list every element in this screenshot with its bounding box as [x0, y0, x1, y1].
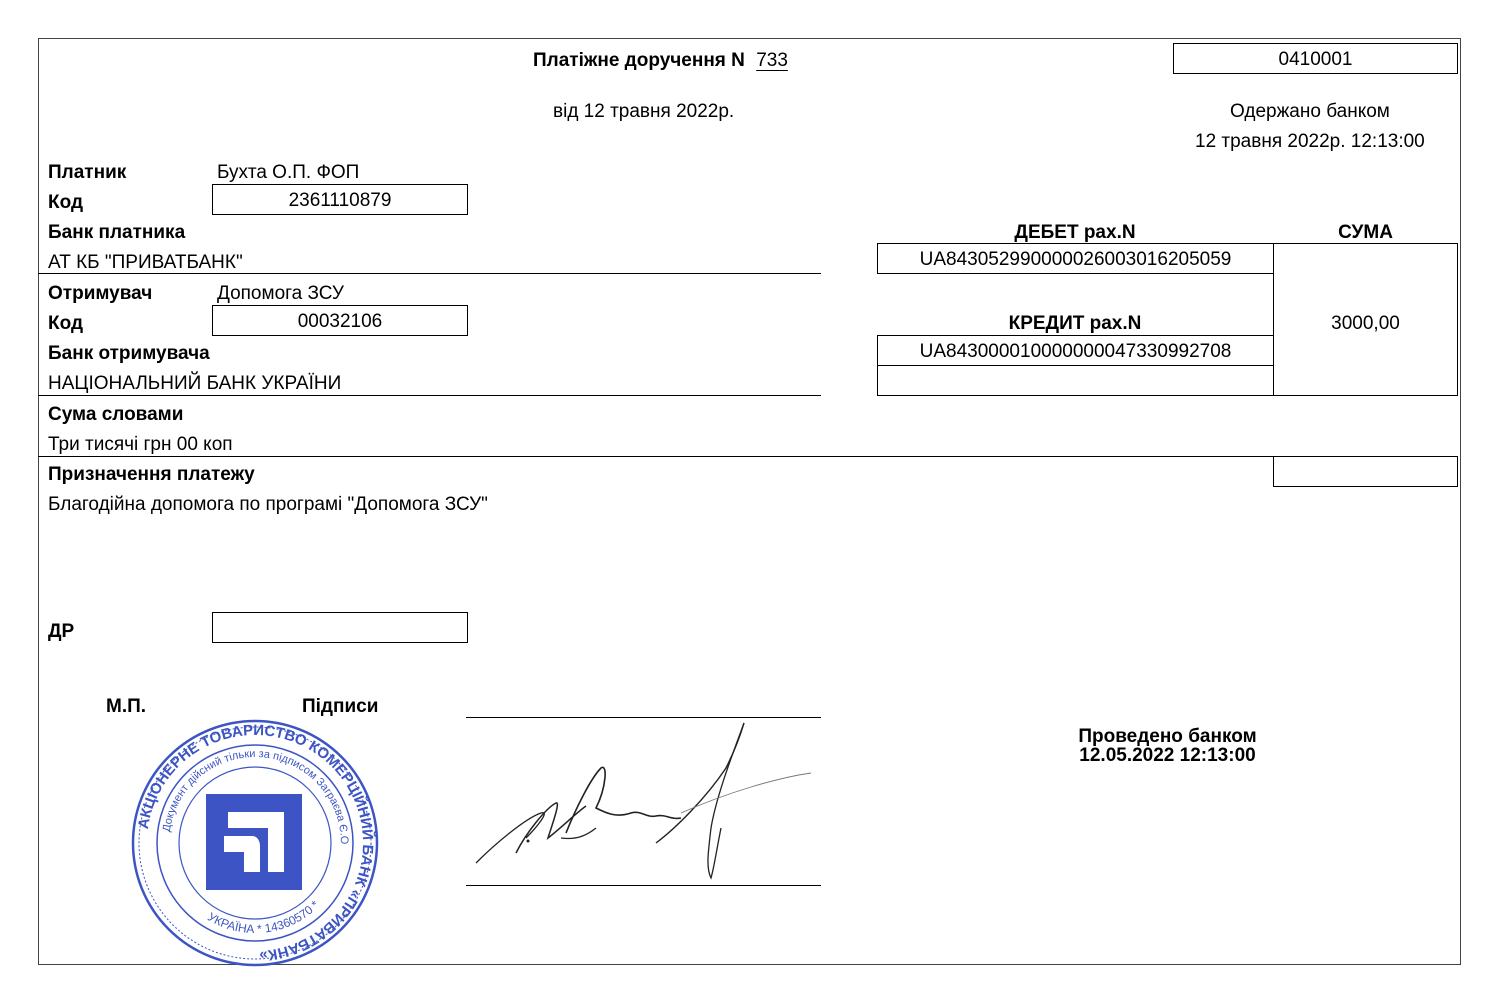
credit-label: КРЕДИТ рах.N	[1008, 313, 1142, 334]
debit-account-box	[877, 243, 1274, 274]
payer-bank-divider	[38, 273, 821, 274]
dr-box	[212, 612, 468, 643]
recipient-bank: НАЦІОНАЛЬНИЙ БАНК УКРАЇНИ	[48, 373, 342, 394]
sum-value: 3000,00	[1331, 313, 1400, 334]
title-label: Платіжне доручення N	[533, 50, 745, 71]
recipient-label: Отримувач	[48, 283, 153, 304]
form-code-box	[1173, 43, 1458, 74]
recipient-bank-divider	[38, 395, 821, 396]
signature-line-bottom	[466, 885, 821, 886]
recipient-code: 00032106	[297, 311, 383, 332]
sum-label: СУМА	[1338, 222, 1393, 243]
stamp-inner-text: Документ дійсний тільки за підписом Заграєва Є.О	[160, 747, 351, 845]
form-code: 0410001	[1278, 49, 1353, 70]
amount-words-divider	[38, 456, 1273, 457]
bank-stamp	[128, 716, 382, 970]
purpose-label: Призначення платежу	[48, 464, 255, 485]
bank-processed-label: Проведено банком	[1078, 726, 1257, 747]
payer-code: 2361110879	[288, 190, 392, 211]
document-date: від 12 травня 2022р.	[553, 101, 735, 122]
recipient-bank-label: Банк отримувача	[48, 343, 210, 364]
recipient-code-label: Код	[48, 313, 84, 334]
dr-label: ДР	[48, 621, 75, 642]
payer-code-label: Код	[48, 192, 84, 213]
credit-account: UA843000010000000047330992708	[919, 341, 1232, 362]
amount-words-value: Три тисячі грн 00 коп	[48, 434, 233, 455]
handwritten-signature	[466, 718, 821, 884]
stamp-bottom-text: УКРАЇНА * 14360570 *	[205, 897, 322, 937]
credit-account-box	[877, 335, 1274, 366]
payer-bank-label: Банк платника	[48, 222, 186, 243]
payer-name: Бухта О.П. ФОП	[217, 162, 360, 183]
recipient-code-box	[212, 305, 468, 336]
payer-label: Платник	[48, 162, 127, 183]
credit-extra-box	[877, 365, 1274, 396]
bank-processed-datetime: 12.05.2022 12:13:00	[1079, 745, 1256, 766]
received-datetime: 12 травня 2022р. 12:13:00	[1195, 131, 1425, 152]
amount-words-label: Сума словами	[48, 404, 184, 425]
signatures-label: Підписи	[302, 696, 379, 717]
payer-code-box	[212, 184, 468, 215]
privatbank-logo-icon	[206, 794, 302, 890]
payer-bank: АТ КБ "ПРИВАТБАНК"	[48, 252, 243, 273]
debit-account: UA843052990000026003016205059	[919, 249, 1232, 270]
purpose-value: Благодійна допомога по програмі "Допомога ЗСУ"	[48, 494, 488, 515]
document-number: 733	[756, 50, 788, 71]
stamp-label: М.П.	[106, 696, 147, 717]
purpose-code-box	[1273, 456, 1458, 487]
stamp-outer-text: АКЦІОНЕРНЕ ТОВАРИСТВО КОМЕРЦІЙНИЙ БАНК «ПРИВАТБАНК»	[134, 721, 377, 964]
recipient-name: Допомога ЗСУ	[217, 283, 344, 304]
received-label: Одержано банком	[1230, 101, 1390, 122]
debit-label: ДЕБЕТ рах.N	[1014, 222, 1136, 243]
document-title	[533, 50, 788, 72]
